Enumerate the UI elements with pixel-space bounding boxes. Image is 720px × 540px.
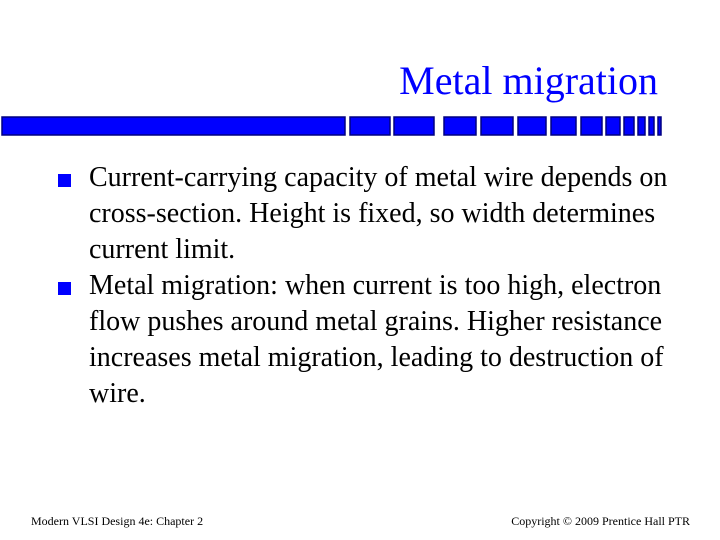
bar-block — [638, 117, 645, 135]
footer-chapter: Modern VLSI Design 4e: Chapter 2 — [31, 514, 204, 528]
square-bullet-icon — [58, 282, 71, 295]
bar-block — [481, 117, 513, 135]
bar-block — [649, 117, 654, 135]
footer-copyright: Copyright © 2009 Prentice Hall PTR — [511, 514, 690, 528]
bar-block — [581, 117, 602, 135]
bullet-text: Metal migration: when current is too high, electron flow pushes around metal grains. Higher resistance increases metal migration, leading to destruction of wire. — [89, 270, 664, 409]
bar-block — [551, 117, 576, 135]
bar-block — [518, 117, 546, 135]
bar-block — [2, 117, 345, 135]
bullet-list — [58, 160, 698, 412]
bullet-item — [58, 160, 698, 268]
bullet-text: Current-carrying capacity of metal wire depends on cross-section. Height is fixed, so width determines current limit. — [89, 162, 668, 265]
bar-block — [444, 117, 476, 135]
bar-block — [350, 117, 390, 135]
bar-block — [394, 117, 434, 135]
slide-title: Metal migration — [399, 58, 658, 103]
title-decoration-bar — [0, 115, 665, 137]
bar-block — [658, 117, 661, 135]
bullet-item — [58, 268, 698, 412]
bar-block — [624, 117, 634, 135]
square-bullet-icon — [58, 174, 71, 187]
bar-block — [606, 117, 620, 135]
